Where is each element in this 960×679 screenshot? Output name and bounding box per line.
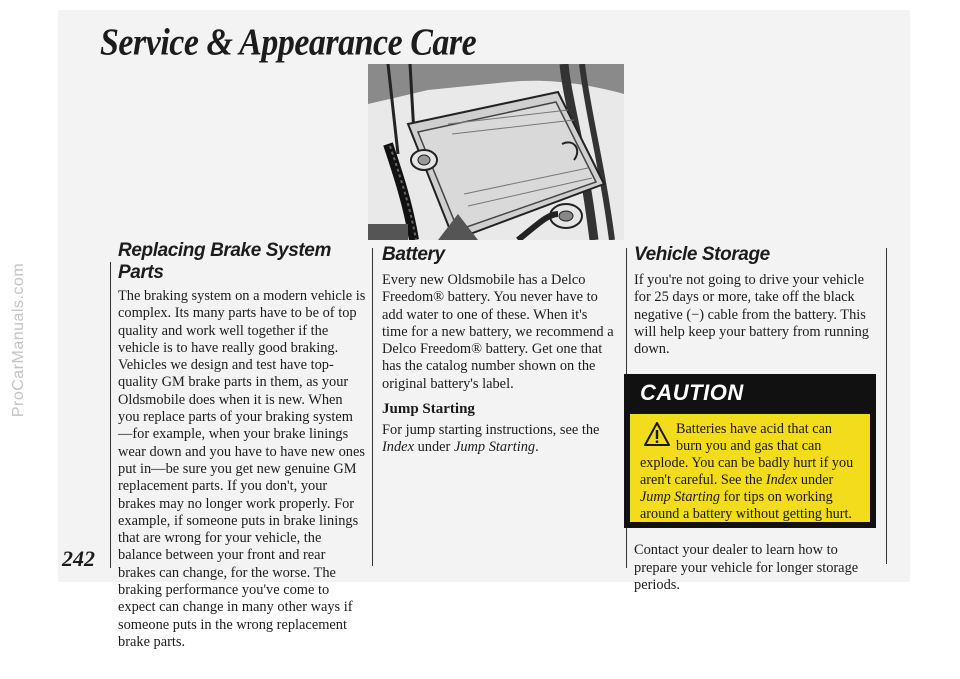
caution-text-2: under <box>797 472 834 489</box>
battery-body: Every new Oldsmobile has a Delco Freedom® battery. You never have to add water to one of these. When it's time for a new battery, we recommend a Delco Freedom® battery. Get one that has the catalog number shown on the original battery's label. <box>382 272 614 392</box>
jump-text-before: For jump starting instructions, see the <box>382 422 600 439</box>
battery-heading: Battery <box>382 244 445 265</box>
caution-title: CAUTION <box>640 380 744 406</box>
column-divider-left <box>110 262 111 568</box>
jump-starting-text <box>382 422 616 457</box>
caution-text <box>640 421 860 523</box>
side-watermark <box>4 40 34 640</box>
brake-body: The braking system on a modern vehicle is complex. Its many parts have to be of top quality and work well together if the vehicle is to have really good braking. Vehicles we design and test have top-quality GM brake parts in them, as your Oldsmobile does when it is new. When you replace parts of your braking system—for example, when your brake linings wear down and you have to have new ones put in—be sure you get new genuine GM replacement parts. If you don't, your brakes may no longer work properly. For example, if someone puts in brake linings that are wrong for your vehicle, the balance between your front and rear brakes can change, for the worse. The braking performance you've come to expect can change in many other ways if someone puts in the wrong replacement brake parts. <box>118 288 366 650</box>
page-title: Service & Appearance Care <box>100 22 477 64</box>
jump-ref: Jump Starting <box>453 439 536 456</box>
storage-after-text: Contact your dealer to learn how to prepare your vehicle for longer storage periods. <box>634 542 859 594</box>
column-divider-middle <box>372 248 373 566</box>
caution-jump-ref: Jump Starting <box>640 489 720 506</box>
column-divider-far-right <box>886 248 887 564</box>
caution-index-ref: Index <box>765 472 798 489</box>
side-watermark-text: ProCarManuals.com <box>10 262 27 418</box>
caution-body <box>630 414 870 522</box>
warning-triangle-icon <box>644 422 670 446</box>
jump-under: under <box>413 439 454 456</box>
caution-box <box>624 374 876 528</box>
caution-text-3: for tips on working around a battery without getting hurt. <box>640 489 852 523</box>
jump-starting-heading: Jump Starting <box>382 401 475 418</box>
battery-illustration <box>368 64 624 240</box>
battery-section <box>382 244 616 457</box>
caution-text-1: Batteries have acid that can burn you and gas that can explode. You can be badly hurt if you aren't careful. See the <box>640 421 854 489</box>
brake-heading: Replacing Brake System Parts <box>118 240 331 283</box>
jump-index-ref: Index <box>382 439 414 456</box>
page-number: 242 <box>62 546 95 571</box>
storage-body: If you're not going to drive your vehicle for 25 days or more, take off the black negative (−) cable from the battery. This will help keep your battery from running down. <box>634 272 869 358</box>
battery-photo <box>368 64 624 240</box>
brake-section <box>118 240 366 651</box>
storage-heading: Vehicle Storage <box>634 244 770 265</box>
jump-end: . <box>535 439 539 456</box>
storage-section <box>634 244 884 594</box>
